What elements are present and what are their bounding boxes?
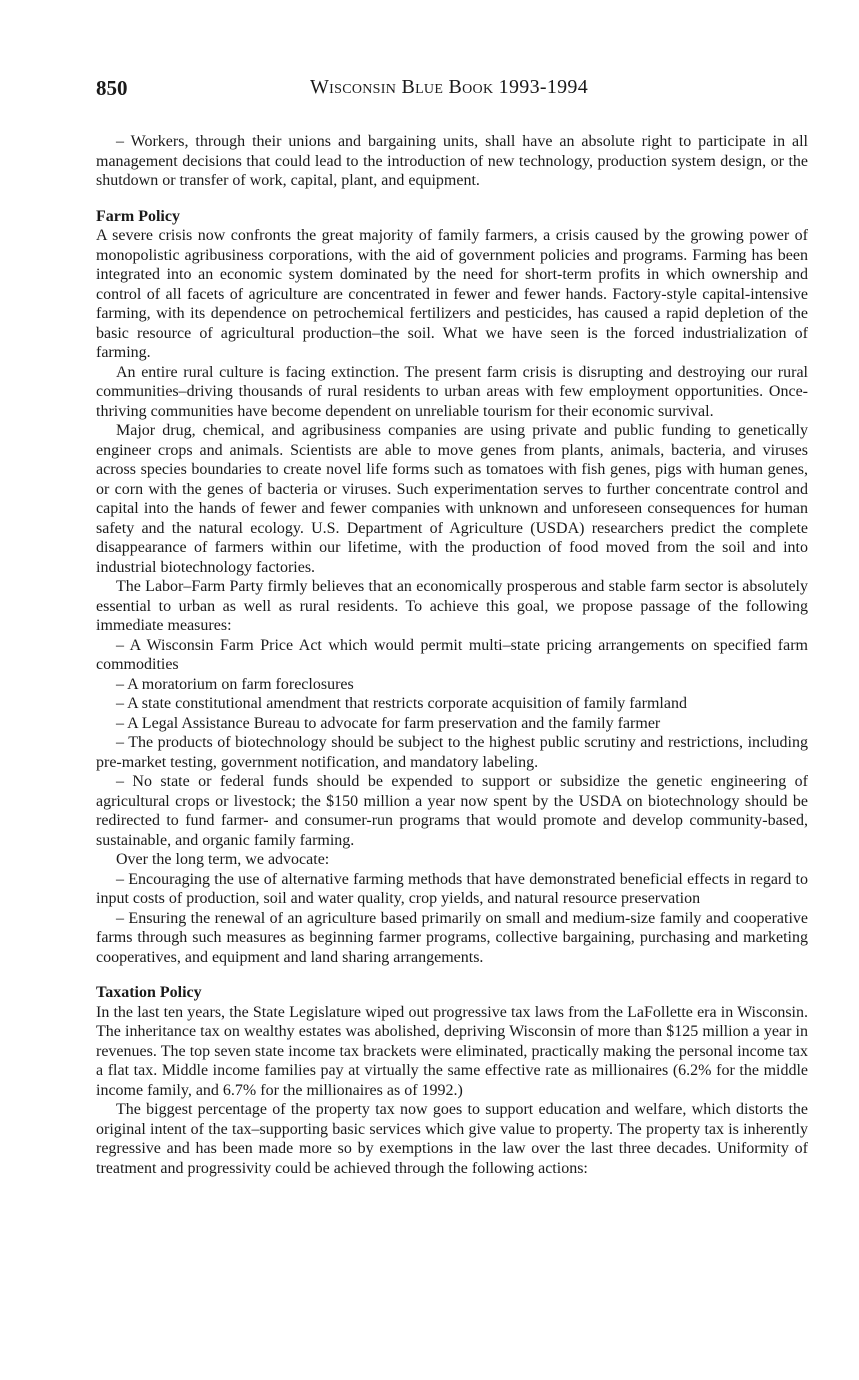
page-number: 850 bbox=[96, 76, 128, 100]
list-item: – A state constitutional amendment that restricts corporate acquisition of family farmland bbox=[116, 695, 687, 712]
list-item: – The products of biotechnology should be subject to the highest public scrutiny and restrictions, including pre-market testing, government notification, and mandatory labeling. bbox=[96, 734, 808, 771]
list-item: – Ensuring the renewal of an agriculture based primarily on small and medium-size family and cooperative farms through such measures as beginning farmer programs, collective bargaining, purchasing and marketing cooperatives, and equipment and land sharing arrangements. bbox=[96, 909, 808, 966]
list-item: – Encouraging the use of alternative farming methods that have demonstrated beneficial effects in regard to input costs of production, soil and water quality, crop yields, and natural resource preservation bbox=[96, 870, 808, 907]
paragraph: Over the long term, we advocate: bbox=[116, 851, 330, 868]
paragraph: An entire rural culture is facing extinction. The present farm crisis is disrupting and destroying our rural communities–driving thousands of rural residents to urban areas with few employment opportunities. Once-thriving communities have become dependent on unreliable tourism for their economic survival. bbox=[96, 363, 808, 420]
page-body bbox=[96, 132, 808, 1178]
paragraph-workers-right: – Workers, through their unions and bargaining units, shall have an absolute right to participate in all management decisions that could lead to the introduction of new technology, production system design, or the shutdown or transfer of work, capital, plant, and equipment. bbox=[96, 133, 808, 189]
paragraph: In the last ten years, the State Legislature wiped out progressive tax laws from the LaFollette era in Wisconsin. The inheritance tax on wealthy estates was abolished, depriving Wisconsin of more than $125 million a year in revenues. The top seven state income tax brackets were eliminated, practically making the personal income tax a flat tax. Middle income families pay at virtually the same effective rate as millionaires (6.2% for the middle income family, and 6.7% for the millionaires as of 1992.) bbox=[96, 1003, 808, 1099]
list-item: – A Legal Assistance Bureau to advocate for farm preservation and the family farmer bbox=[116, 714, 661, 732]
paragraph: A severe crisis now confronts the great majority of family farmers, a crisis caused by the growing power of monopolistic agribusiness corporations, with the aid of government policies and programs. Farming has been integrated into an economic system dominated by the need for short-term profits in which ownership and control of all facets of agriculture are concentrated in fewer and fewer hands. Factory-style capital-intensive farming, with its dependence on petrochemical fertilizers and pesticides, has caused a rapid depletion of the basic resource of agricultural production–the soil. What we have seen is the forced industrialization of farming. bbox=[96, 227, 808, 361]
section-heading-farm-policy: Farm Policy bbox=[96, 207, 180, 225]
running-title: Wisconsin Blue Book 1993-1994 bbox=[310, 76, 589, 98]
page-header bbox=[96, 76, 808, 102]
paragraph: Major drug, chemical, and agribusiness companies are using private and public funding to genetically engineer crops and animals. Scientists are able to move genes from plants, animals, bacteria, and viruses across species boundaries to create novel life forms such as tomatoes with fish genes, pigs with human genes, or corn with the genes of bacteria or viruses. Such experimentation serves to further concentrate control and capital into the hands of fewer and fewer companies with unknown and unforeseen consequences for human safety and the natural ecology. U.S. Department of Agriculture (USDA) researchers predict the complete disappearance of farmers within our lifetime, with the production of food moved from the soil and into industrial biotechnology factories. bbox=[96, 422, 808, 576]
paragraph: The Labor–Farm Party firmly believes that an economically prosperous and stable farm sector is absolutely essential to urban as well as rural residents. To achieve this goal, we propose passage of the following immediate measures: bbox=[96, 578, 808, 634]
list-item: – No state or federal funds should be expended to support or subsidize the genetic engineering of agricultural crops or livestock; the $150 million a year now spent by the USDA on biotechnology should be redirected to fund farmer- and consumer-run programs that would promote and develop community-based, sustainable, and organic family farming. bbox=[96, 773, 808, 849]
list-item: – A moratorium on farm foreclosures bbox=[116, 675, 354, 693]
section-heading-taxation-policy: Taxation Policy bbox=[96, 984, 202, 1001]
list-item: – A Wisconsin Farm Price Act which would permit multi–state pricing arrangements on specified farm commodities bbox=[96, 636, 808, 673]
paragraph: The biggest percentage of the property tax now goes to support education and welfare, which distorts the original intent of the tax–supporting basic services which give value to property. The property tax is inherently regressive and has been made more so by exemptions in the law over the last three decades. Uniformity of treatment and progressivity could be achieved through the following actions: bbox=[96, 1101, 808, 1177]
